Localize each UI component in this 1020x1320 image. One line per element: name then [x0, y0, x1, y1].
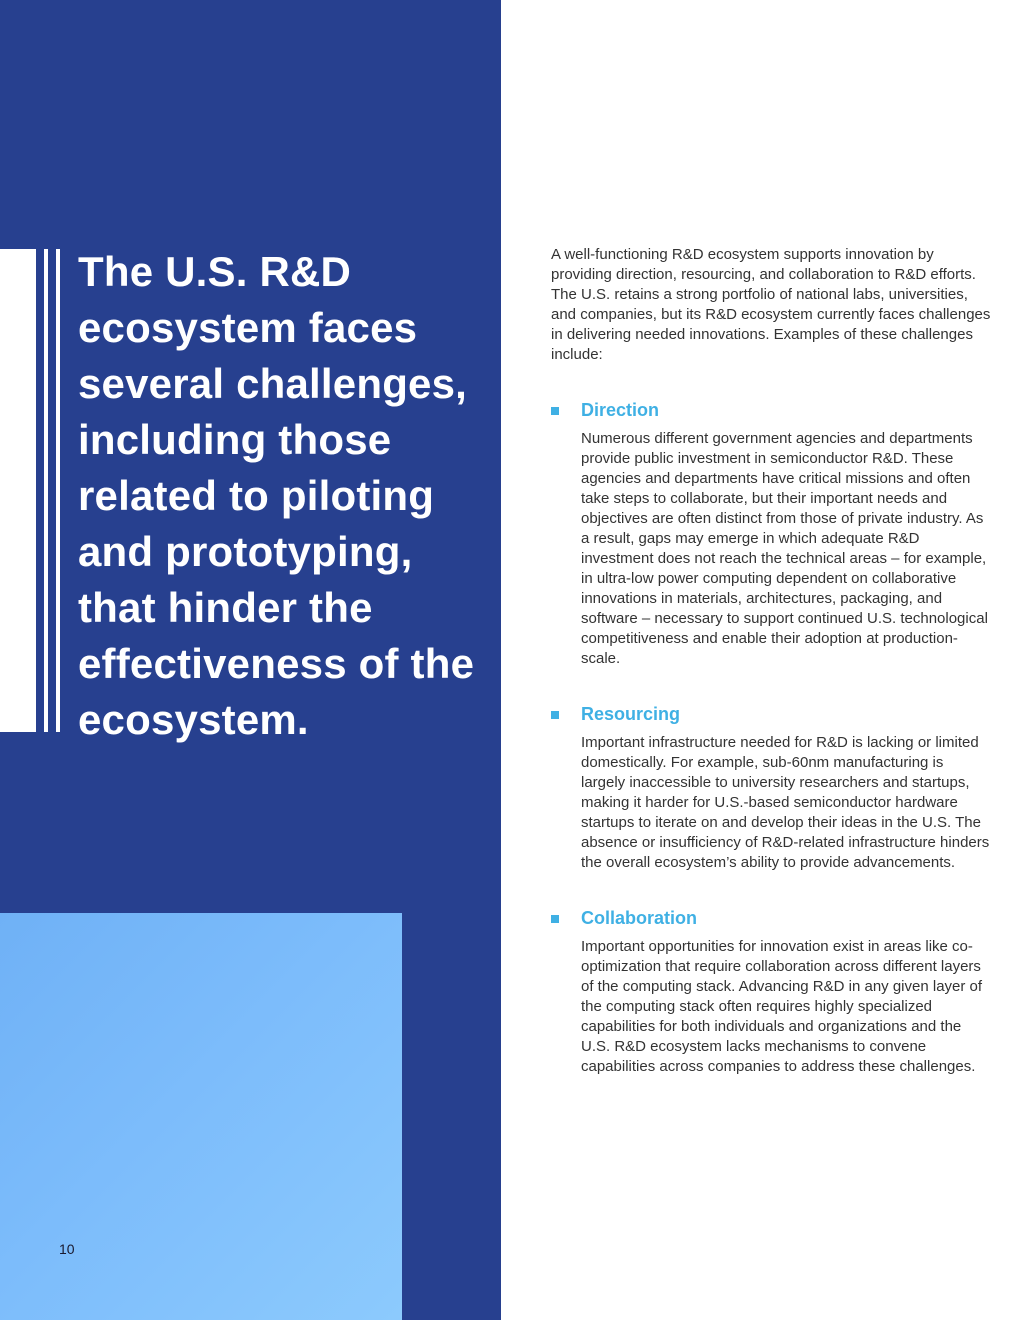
gradient-block [0, 913, 402, 1320]
section-title: Collaboration [581, 908, 697, 928]
intro-paragraph: A well-functioning R&D ecosystem supports innovation by providing direction, resourcing, and collaboration to R&D efforts. The U.S. retains a strong portfolio of national labs, universities, and companies, but its R&D ecosystem currently faces challenges in delivering needed innovations. Examples of these challenges include: [551, 246, 991, 363]
page-number: 10 [59, 1241, 75, 1257]
section-title: Direction [581, 400, 660, 420]
white-tab-decoration [0, 249, 36, 732]
square-bullet-icon [551, 915, 559, 923]
section-direction [551, 399, 991, 669]
section-body: Numerous different government agencies and departments provide public investment in semiconductor R&D. These agencies and departments have critical missions and often take steps to collaborate, but their important needs and objectives are often distinct from those of private industry. As a result, gaps may emerge in which adequate R&D investment does not reach the technical areas – for example, in ultra-low power computing dependent on collaborative innovations in materials, architectures, packaging, and software – necessary to support continued U.S. technological competitiveness and enable their adoption at production-scale. [581, 430, 988, 667]
right-column [551, 245, 991, 1077]
section-resourcing [551, 703, 991, 873]
square-bullet-icon [551, 407, 559, 415]
section-body: Important infrastructure needed for R&D is lacking or limited domestically. For example, sub-60nm manufacturing is largely inaccessible to university researchers and startups, making it harder for U.S.-based semiconductor hardware startups to iterate on and develop their ideas in the U.S. The absence or insufficiency of R&D-related infrastructure hinders the overall ecosystem’s ability to provide advancements. [581, 734, 990, 871]
vertical-stripe-1 [44, 249, 48, 732]
section-title: Resourcing [581, 704, 681, 724]
square-bullet-icon [551, 711, 559, 719]
section-body: Important opportunities for innovation exist in areas like co-optimization that require collaboration across different layers of the computing stack. Advancing R&D in any given layer of the computing stack often requires highly specialized capabilities for both individuals and organizations and the U.S. R&D ecosystem lacks mechanisms to convene capabilities across companies to address these challenges. [581, 938, 983, 1075]
vertical-stripe-2 [56, 249, 60, 732]
section-collaboration [551, 907, 991, 1077]
headline: The U.S. R&D ecosystem faces several challenges, including those related to piloting and prototyping, that hinder the effectiveness of the ecosystem. [78, 248, 475, 743]
